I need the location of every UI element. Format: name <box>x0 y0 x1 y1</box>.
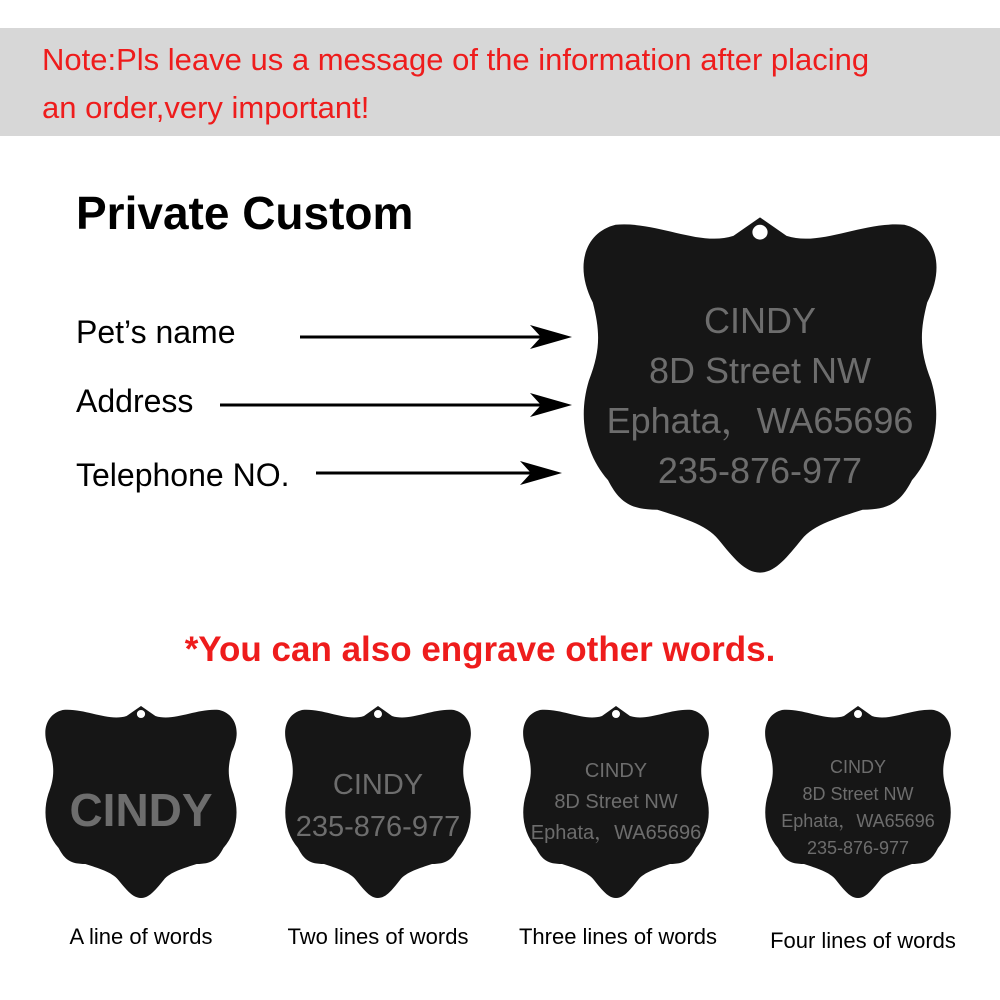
engraving-line: 235-876-977 <box>806 838 910 858</box>
telephone-label: Telephone NO. <box>76 457 290 493</box>
caption-three-lines: Three lines of words <box>518 924 718 949</box>
example-tag-four-lines <box>758 702 958 902</box>
engraving-line: Ephata，WA65696 <box>606 400 914 441</box>
engrave-note: *You can also engrave other words. <box>184 630 776 669</box>
caption-four-lines: Four lines of words <box>770 928 956 953</box>
engraving-line: Ephata，WA65696 <box>781 811 935 831</box>
arrow-right-icon <box>316 461 562 485</box>
engraving-text <box>38 782 244 838</box>
address-label: Address <box>76 383 194 419</box>
engraving-line: CINDY <box>703 300 816 341</box>
arrow-right-icon <box>300 325 572 349</box>
engraving-line: 235-876-977 <box>295 811 461 843</box>
engraving-line: 8D Street NW <box>802 784 914 804</box>
engraving-line: 235-876-977 <box>657 450 863 491</box>
pet-name-label: Pet’s name <box>76 314 236 350</box>
example-tag-one-line <box>38 702 244 902</box>
engraving-line: 8D Street NW <box>648 350 872 391</box>
engraving-line: CINDY <box>69 784 213 836</box>
engraving-line: 8D Street NW <box>554 791 678 813</box>
caption-one-line: A line of words <box>69 924 213 949</box>
engraving-text <box>758 754 958 862</box>
engraving-line: CINDY <box>829 757 886 777</box>
engraving-text <box>570 296 950 496</box>
engraving-text <box>516 756 716 849</box>
notice-line-1: Note:Pls leave us a message of the information after placing <box>42 42 870 77</box>
engraving-text <box>278 764 478 848</box>
notice-line-2: an order,very important! <box>42 90 370 125</box>
engraving-line: CINDY <box>332 769 424 801</box>
engraving-line: Ephata，WA65696 <box>530 822 702 844</box>
caption-two-lines: Two lines of words <box>287 924 469 949</box>
engraving-line: CINDY <box>584 760 648 782</box>
arrow-right-icon <box>220 393 572 417</box>
main-pet-tag <box>570 210 950 580</box>
page-title: Private Custom <box>76 187 414 239</box>
example-tag-two-lines <box>278 702 478 902</box>
example-tag-three-lines <box>516 702 716 902</box>
